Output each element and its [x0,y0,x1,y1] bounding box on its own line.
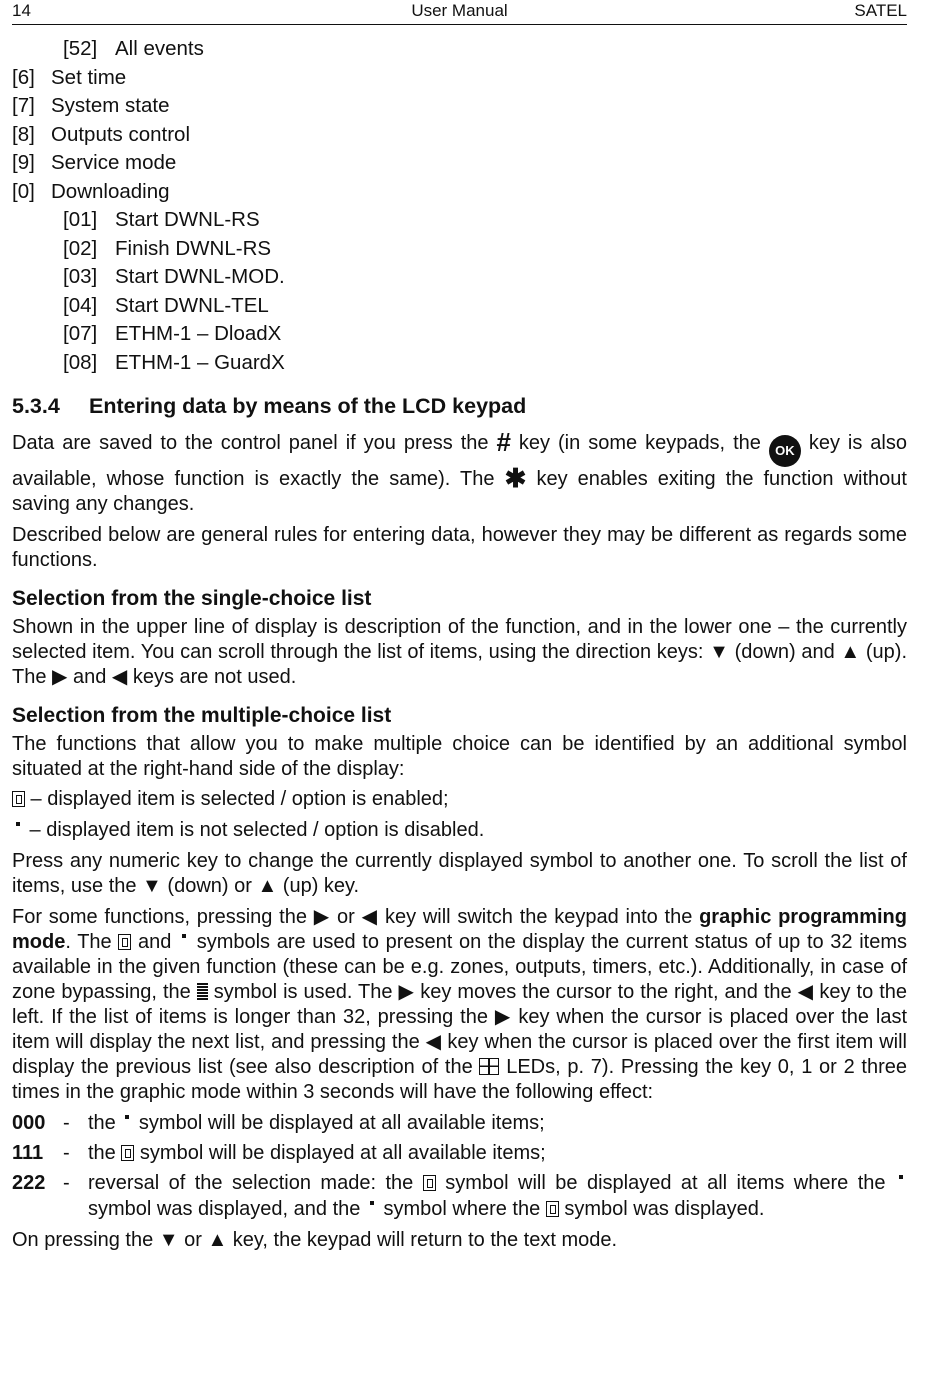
header-title: User Manual [411,1,508,20]
menu-item [12,349,907,378]
intro-paragraph-2: Described below are general rules for entering data, however they may be different as regards some functions. [12,524,907,571]
menu-item [12,121,907,150]
disabled-symbol-icon [182,934,186,938]
partition-leds-icon [479,1058,499,1075]
menu-item [12,35,907,64]
menu-item-label: Outputs control [51,122,191,146]
menu-item-code: [52] [63,37,98,60]
star-key-icon: ✱ [504,463,527,493]
disabled-symbol-icon [16,822,20,826]
menu-item-label: Service mode [51,151,177,174]
sequence-row-000: 000 - the symbol will be displayed at all available items; [12,1112,545,1134]
menu-item [12,149,907,178]
menu-item [12,292,907,321]
menu-item-code: [7] [12,94,35,117]
section-heading [12,394,907,419]
menu-item-label: System state [51,94,170,117]
single-choice-text: Shown in the upper line of display is description of the function, and in the lower one – the currently selected item. You can scroll through the list of items, using the direction keys: ▼ (down) and ▲ (up). The ▶ and ◀ keys are not used. [12,616,907,688]
menu-item [12,263,907,292]
section-title: Entering data by means of the LCD keypad [89,394,527,418]
enabled-symbol-icon [423,1175,436,1191]
menu-item [12,92,907,121]
hash-key-icon: # [496,427,511,457]
menu-item-label: Start DWNL-TEL [115,293,269,317]
enabled-symbol-icon [118,934,131,950]
multi-choice-text-3: For some functions, pressing the ▶ or ◀ key will switch the keypad into the graphic programming mode. The and symbols are used to present on the display the current status of up to 32 items available in the given function (these can be e.g. zones, outputs, timers, etc.). Additionally, in case of zone bypassing, the symbol is used. The ▶ key moves the cursor to the right, and the ◀ key to the left. If the list of items is longer than 32, pressing the ▶ key when the cursor is placed over the last item will display the next list, and pressing the ◀ key when the cursor is placed over the first item will display the previous list (see also description of the LEDs, p. 7). Pressing the key 0, 1 or 2 three times in the graphic mode within 3 seconds will have the following effect: [12,906,908,1103]
ok-key-icon: OK [769,435,801,467]
sequence-row-222: 222 - reversal of the selection made: the symbol will be displayed at all items where the symbol was displayed, and the symbol where the symbol was displayed. [12,1170,907,1222]
page-number: 14 [12,1,31,20]
manual-page [12,0,907,1258]
disabled-symbol-icon [370,1201,374,1205]
menu-item-code: [01] [63,208,98,231]
closing-paragraph: On pressing the ▼ or ▲ key, the keypad will return to the text mode. [12,1229,618,1251]
menu-item-label: Finish DWNL-RS [115,236,272,260]
menu-item [12,178,907,207]
disabled-symbol-icon [125,1115,129,1119]
menu-item-label: Start DWNL-MOD. [115,265,285,288]
menu-item-code: [0] [12,179,35,203]
menu-item-code: [08] [63,350,98,374]
menu-item [12,320,907,349]
enabled-symbol-line: – displayed item is selected / option is enabled; [12,787,907,812]
menu-item [12,206,907,235]
bypass-symbol-icon [197,983,208,1000]
multi-choice-heading: Selection from the multiple-choice list [12,704,392,727]
menu-item-code: [02] [63,236,98,260]
enabled-symbol-icon [121,1145,134,1161]
sequence-row-111: 111 - the symbol will be displayed at all available items; [12,1142,546,1164]
menu-item-code: [9] [12,151,35,174]
section-number: 5.3.4 [12,394,60,418]
menu-item-label: Downloading [51,179,170,203]
menu-list [12,35,907,377]
disabled-symbol-line: – displayed item is not selected / option is disabled. [12,818,907,843]
header-brand: SATEL [854,1,907,20]
menu-item-label: Set time [51,65,127,89]
menu-item-label: Start DWNL-RS [115,208,260,231]
menu-item-code: [03] [63,265,98,288]
intro-paragraph-1: Data are saved to the control panel if you press the # key (in some keypads, the OK key is also available, whose function is exactly the same). The ✱ key enables exiting the function without saving any changes. [12,427,907,515]
menu-item-label: ETHM-1 – DloadX [115,322,282,345]
menu-item-label: ETHM-1 – GuardX [115,350,285,374]
multi-choice-text-2: Press any numeric key to change the currently displayed symbol to another one. To scroll the list of items, use the ▼ (down) or ▲ (up) key. [12,850,907,897]
page-header [12,0,907,25]
menu-item [12,64,907,93]
menu-item-code: [6] [12,65,35,89]
menu-item-label: All events [115,37,204,60]
menu-item-code: [07] [63,322,98,345]
enabled-symbol-icon [12,791,25,807]
menu-item-code: [04] [63,293,98,317]
menu-item-code: [8] [12,122,35,146]
menu-item [12,235,907,264]
disabled-symbol-icon [899,1175,903,1179]
multi-choice-text-1: The functions that allow you to make multiple choice can be identified by an additional symbol situated at the right-hand side of the display: [12,733,907,780]
single-choice-heading: Selection from the single-choice list [12,587,372,610]
enabled-symbol-icon [546,1201,559,1217]
